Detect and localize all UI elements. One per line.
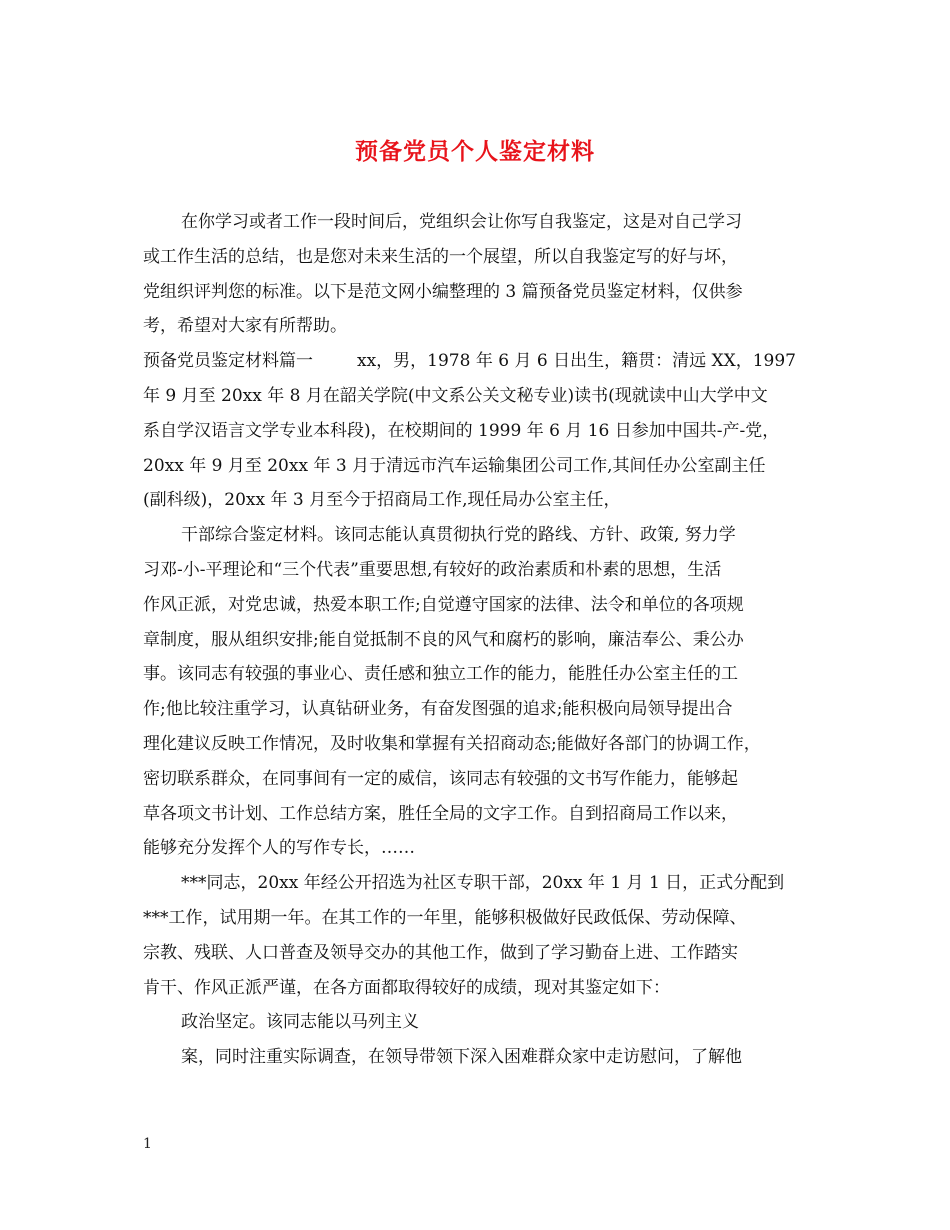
text-line: 密切联系群众，在同事间有一定的威信，该同志有较强的文书写作能力，能够起: [143, 768, 738, 789]
text-line: 案，同时注重实际调查，在领导带领下深入困难群众家中走访慰问，了解他: [181, 1047, 742, 1068]
document-body: [143, 205, 813, 1075]
text-line: 20xx 年 9 月至 20xx 年 3 月于清远市汽车运输集团公司工作,其间任办公室副主任: [143, 455, 766, 476]
text-line: 干部综合鉴定材料。该同志能认真贯彻执行党的路线、方针、政策, 努力学: [181, 525, 736, 546]
text-line: 理化建议反映工作情况，及时收集和掌握有关招商动态;能做好各部门的协调工作，: [143, 733, 761, 754]
text-line: 肯干、作风正派严谨，在各方面都取得较好的成绩，现对其鉴定如下：: [143, 977, 670, 998]
text-line: 作;他比较注重学习，认真钻研业务，有奋发图强的追求;能积极向局领导提出合: [143, 699, 733, 720]
text-line: 事。该同志有较强的事业心、责任感和独立工作的能力，能胜任办公室主任的工: [143, 664, 738, 685]
text-line: 或工作生活的总结，也是您对未来生活的一个展望，所以自我鉴定写的好与坏，: [143, 246, 738, 267]
section-heading-line: [143, 344, 813, 379]
text-line: ***同志，20xx 年经公开招选为社区专职干部，20xx 年 1 月 1 日，正式分配到: [181, 873, 785, 894]
text-line: 能够充分发挥个人的写作专长，……: [143, 838, 415, 859]
text-line: 章制度，服从组织安排;能自觉抵制不良的风气和腐朽的影响，廉洁奉公、秉公办: [143, 629, 744, 650]
text-line: 系自学汉语言文学专业本科段)，在校期间的 1999 年 6 月 16 日参加中国共-产-党，: [143, 420, 780, 441]
text-line: (副科级)，20xx 年 3 月至今于招商局工作,现任局办公室主任，: [143, 490, 621, 511]
document-title: 预备党员个人鉴定材料: [355, 138, 595, 165]
text-line: 考，希望对大家有所帮助。: [143, 316, 347, 337]
text-line: ***工作，试用期一年。在其工作的一年里，能够积极做好民政低保、劳动保障、: [143, 907, 747, 928]
page-number: 1: [143, 1136, 152, 1152]
section-heading: 预备党员鉴定材料篇一: [143, 351, 313, 372]
text-line: 作风正派，对党忠诚，热爱本职工作;自觉遵守国家的法律、法令和单位的各项规: [143, 594, 744, 615]
text-line: 年 9 月至 20xx 年 8 月在韶关学院(中文系公关文秘专业)读书(现就读中山大学中文: [143, 385, 768, 406]
text-line: 党组织评判您的标准。以下是范文网小编整理的 3 篇预备党员鉴定材料，仅供参: [143, 281, 743, 302]
text-fragment: xx，男，1978 年 6 月 6 日出生，籍贯：清远 XX，1997: [357, 351, 796, 372]
text-line: 在你学习或者工作一段时间后，党组织会让你写自我鉴定，这是对自己学习: [181, 212, 742, 232]
text-line: 政治坚定。该同志能以马列主义: [181, 1012, 419, 1033]
text-line: 草各项文书计划、工作总结方案，胜任全局的文字工作。自到招商局工作以来，: [143, 803, 738, 824]
text-line: 宗教、残联、人口普查及领导交办的其他工作，做到了学习勤奋上进、工作踏实: [143, 942, 738, 963]
text-line: 习邓-小-平理论和“三个代表”重要思想,有较好的政治素质和朴素的思想，生活: [143, 559, 722, 580]
